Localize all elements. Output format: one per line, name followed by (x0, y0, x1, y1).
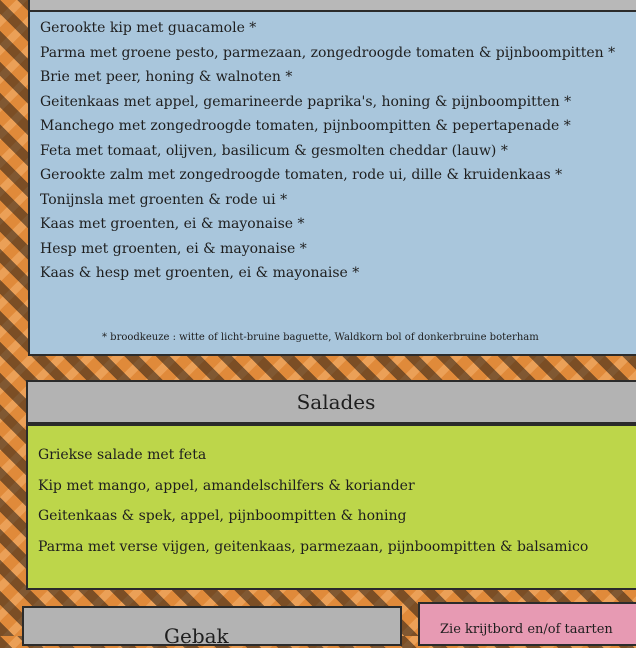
salades-list (38, 440, 588, 562)
menu-item: Geitenkaas met appel, gemarineerde paprika's, honing & pijnboompitten * (40, 93, 572, 110)
broodjes-panel (28, 0, 636, 356)
pink-panel (418, 602, 636, 646)
menu-item: Parma met verse vijgen, geitenkaas, parmezaan, pijnboompitten & balsamico (38, 538, 589, 555)
menu-item: Kaas met groenten, ei & mayonaise * (40, 216, 305, 232)
menu-item: Feta met tomaat, olijven, basilicum & gesmolten cheddar (lauw) * (40, 142, 508, 159)
gebak-title: Gebak (164, 624, 229, 648)
bread-choice-note: * broodkeuze : witte of licht-bruine baguette, Waldkorn bol of donkerbruine boterham (102, 332, 539, 343)
menu-item: Gerookte zalm met zongedroogde tomaten, rode ui, dille & kruidenkaas * (40, 167, 563, 183)
menu-item: Tonijnsla met groenten & rode ui * (40, 191, 288, 208)
menu-item: Parma met groene pesto, parmezaan, zongedroogde tomaten & pijnboompitten * (40, 44, 616, 61)
menu-item: Manchego met zongedroogde tomaten, pijnboompitten & pepertapenade * (40, 118, 571, 134)
gebak-header (22, 606, 402, 646)
menu-item: Brie met peer, honing & walnoten * (40, 69, 293, 85)
menu-item: Hesp met groenten, ei & mayonaise * (40, 240, 307, 257)
broodjes-list (40, 16, 615, 286)
menu-item: Geitenkaas & spek, appel, pijnboompitten & honing (38, 508, 407, 524)
menu-item: Griekse salade met feta (38, 447, 207, 463)
salades-title: Salades (296, 390, 376, 414)
salades-header (26, 380, 636, 424)
salades-panel (26, 424, 636, 590)
menu-item: Gerookte kip met guacamole * (40, 20, 257, 36)
menu-item: Kip met mango, appel, amandelschilfers & koriander (38, 477, 415, 494)
pink-panel-text: Zie krijtbord en/of taarten (440, 622, 613, 637)
broodjes-header (30, 0, 636, 12)
menu-item: Kaas & hesp met groenten, ei & mayonaise * (40, 265, 360, 281)
